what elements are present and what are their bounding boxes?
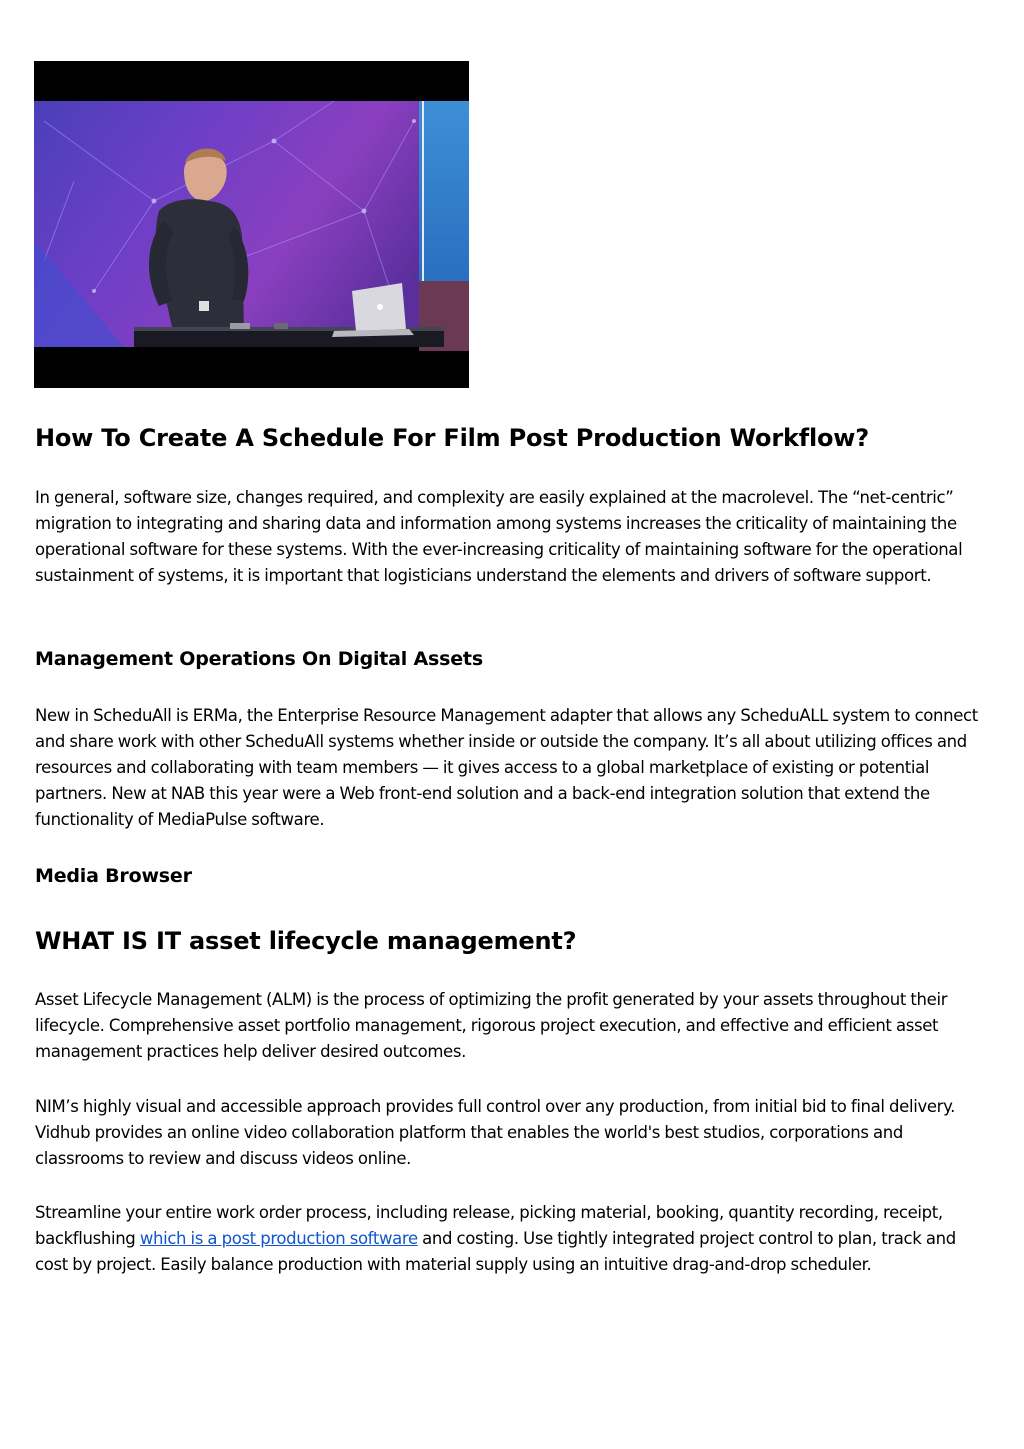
video-thumbnail[interactable] [34,61,469,388]
work-order-text-end: and costing. Use tightly integrated project control to plan, track and cost by project. Easily balance production with material supply using an intuitive drag-and-drop scheduler. [35,1229,956,1274]
video-still-image [34,61,469,388]
post-production-software-link[interactable]: which is a post production software [139,1229,418,1248]
section-heading-digital-assets: Management Operations On Digital Assets [35,648,483,670]
article-title: How To Create A Schedule For Film Post Production Workflow? [35,424,869,452]
section-heading-alm: WHAT IS IT asset lifecycle management? [35,927,577,955]
section-heading-media-browser: Media Browser [35,865,192,887]
intro-paragraph: In general, software size, changes required, and complexity are easily explained at the macrolevel. The “net-centric” migration to integrating and sharing data and information among systems increases the criticality of maintaining the operational software for these systems. With the ever-increasing criticality of maintaining software for the operational sustainment of systems, it is important that logisticians understand the elements and drivers of software support. [35,488,963,585]
digital-assets-paragraph: New in ScheduAll is ERMa, the Enterprise Resource Management adapter that allows any ScheduALL system to connect and share work with other ScheduAll systems whether inside or outside the company. It’s all about utilizing offices and resources and collaborating with team members — it gives access to a global marketplace of existing or potential partners. New at NAB this year were a Web front-end solution and a back-end integration solution that extend the functionality of MediaPulse software. [35,706,978,829]
work-order-paragraph [35,1200,993,1278]
nim-paragraph: NIM’s highly visual and accessible approach provides full control over any production, from initial bid to final delivery. Vidhub provides an online video collaboration platform that enables the world's best studios, corporations and classrooms to review and discuss videos online. [35,1097,956,1168]
alm-paragraph: Asset Lifecycle Management (ALM) is the process of optimizing the profit generated by your assets throughout their lifecycle. Comprehensive asset portfolio management, rigorous project execution, and effective and efficient asset management practices help deliver desired outcomes. [35,990,948,1061]
work-order-text-start: Streamline your entire work order process, including release, picking material, booking, quantity recording, receipt, backflushing [35,1203,943,1248]
